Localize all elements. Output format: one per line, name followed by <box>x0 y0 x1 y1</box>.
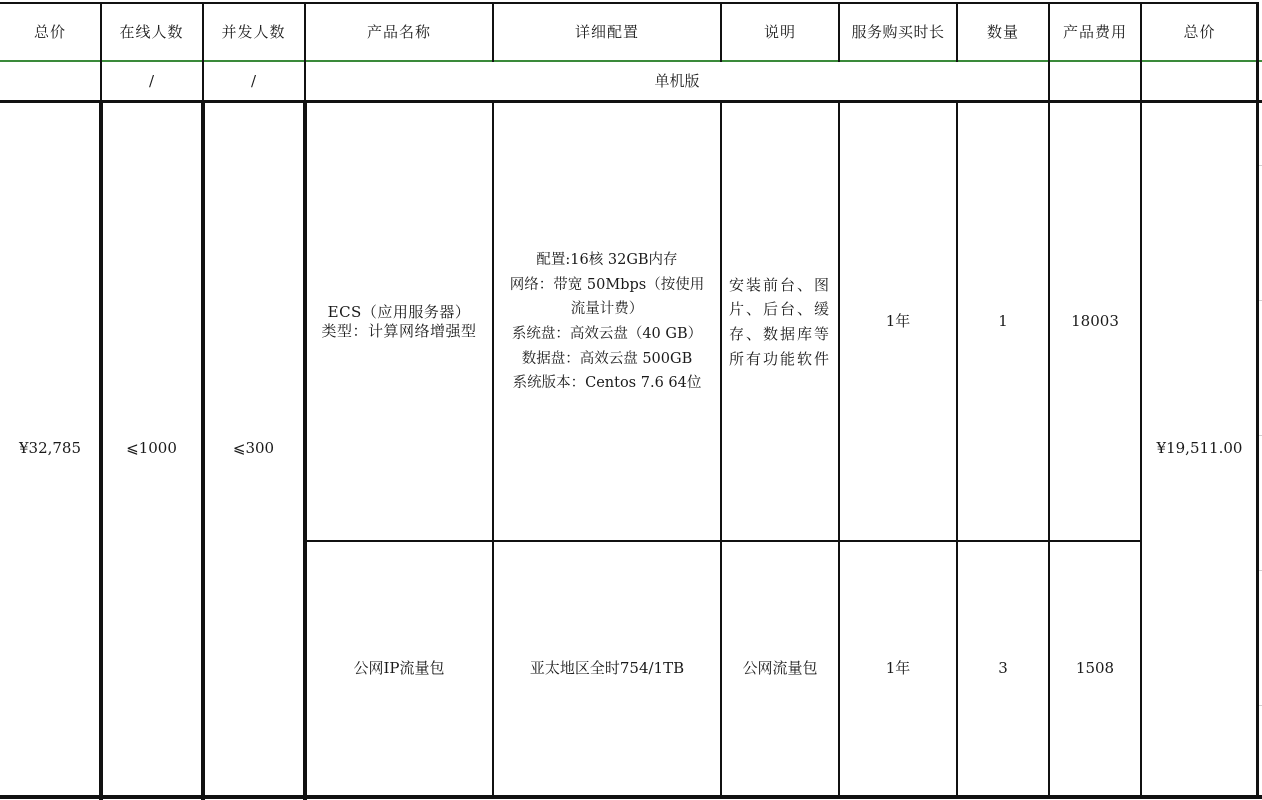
header-total-right: 总价 <box>1183 22 1216 41</box>
subheader-online-users: / <box>148 71 155 90</box>
grid-line <box>720 2 722 62</box>
grid-line <box>838 100 840 797</box>
grid-line <box>0 100 1262 103</box>
grid-line <box>492 100 494 797</box>
grid-line <box>1048 2 1050 799</box>
header-product-name: 产品名称 <box>366 22 431 41</box>
header-quantity: 数量 <box>986 22 1019 41</box>
header-total-left: 总价 <box>33 22 66 41</box>
grid-line <box>0 2 1258 4</box>
grid-line <box>303 100 307 800</box>
grid-line <box>99 100 103 800</box>
row-2-description: 公网流量包 <box>742 658 818 677</box>
grid-line <box>201 100 205 800</box>
row-2-service-duration: 1年 <box>885 658 911 677</box>
grid-line <box>304 2 306 102</box>
header-detail-config: 详细配置 <box>574 22 639 41</box>
header-service-duration: 服务购买时长 <box>851 22 945 41</box>
header-description: 说明 <box>763 22 796 41</box>
grid-line <box>0 795 1262 799</box>
summary-concurrent-users: ⩽300 <box>232 439 275 458</box>
grid-line <box>956 100 958 797</box>
summary-total-left: ¥32,785 <box>18 439 82 458</box>
row-1-detail-config: 配置:16核 32GB内存 网络：带宽 50Mbps（按使用 流量计费） 系统盘：高效云盘（40 GB） 数据盘：高效云盘 500GB 系统版本：Centos 7.6 64位 <box>509 252 705 392</box>
grid-line <box>100 2 102 102</box>
grid-line <box>1140 2 1142 799</box>
row-2-product-name: 公网IP流量包 <box>353 658 445 677</box>
grid-line <box>0 60 1262 62</box>
row-1-service-duration: 1年 <box>885 312 911 331</box>
subheader-concurrent-users: / <box>250 71 257 90</box>
row-1-product-cost: 18003 <box>1071 312 1119 331</box>
row-2-product-cost: 1508 <box>1075 658 1115 677</box>
row-1-description: 安装前台、图 片、后台、缓 存、数据库等 所有功能软件 <box>729 275 832 368</box>
row-1-quantity: 1 <box>998 312 1008 331</box>
summary-total-right: ¥19,511.00 <box>1156 439 1243 458</box>
grid-line <box>838 2 840 62</box>
grid-line <box>492 2 494 62</box>
header-online-users: 在线人数 <box>119 22 184 41</box>
subheader-edition: 单机版 <box>654 71 700 90</box>
header-product-cost: 产品费用 <box>1062 22 1127 41</box>
header-concurrent-users: 并发人数 <box>221 22 286 41</box>
grid-line <box>305 540 1141 542</box>
grid-line <box>720 100 722 797</box>
row-1-product-name: ECS（应用服务器） 类型：计算网络增强型 <box>321 302 477 340</box>
grid-line <box>1256 2 1259 799</box>
row-2-detail-config: 亚太地区全时754/1TB <box>529 658 685 677</box>
grid-line <box>956 2 958 62</box>
row-2-quantity: 3 <box>998 658 1008 677</box>
grid-line <box>202 2 204 102</box>
summary-online-users: ⩽1000 <box>126 439 177 458</box>
